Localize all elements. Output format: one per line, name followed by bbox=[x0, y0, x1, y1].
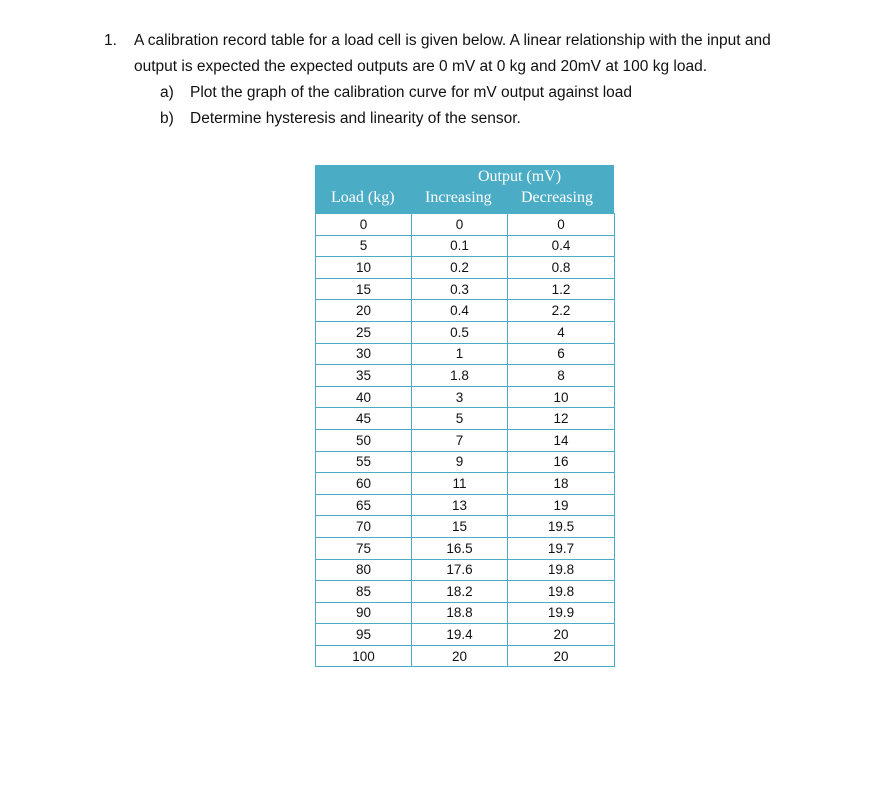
table-row bbox=[316, 581, 615, 603]
increasing-cell: 5 bbox=[412, 408, 508, 430]
decreasing-cell: 6 bbox=[508, 343, 615, 365]
decreasing-cell: 20 bbox=[508, 624, 615, 646]
increasing-cell: 3 bbox=[412, 386, 508, 408]
increasing-cell: 1.8 bbox=[412, 365, 508, 387]
decreasing-column-header: Decreasing bbox=[521, 189, 593, 206]
decreasing-cell: 4 bbox=[508, 321, 615, 343]
load-cell: 45 bbox=[316, 408, 412, 430]
decreasing-cell: 14 bbox=[508, 429, 615, 451]
table-row bbox=[316, 386, 615, 408]
decreasing-cell: 1.2 bbox=[508, 278, 615, 300]
increasing-cell: 15 bbox=[412, 516, 508, 538]
decreasing-cell: 12 bbox=[508, 408, 615, 430]
decreasing-cell: 19 bbox=[508, 494, 615, 516]
table-row bbox=[316, 235, 615, 257]
load-cell: 100 bbox=[316, 645, 412, 667]
increasing-cell: 16.5 bbox=[412, 537, 508, 559]
table-row bbox=[316, 429, 615, 451]
decreasing-cell: 20 bbox=[508, 645, 615, 667]
question-line-1: A calibration record table for a load cell is given below. A linear relationship with the input and bbox=[134, 32, 771, 49]
increasing-cell: 1 bbox=[412, 343, 508, 365]
decreasing-cell: 18 bbox=[508, 473, 615, 495]
decreasing-cell: 0 bbox=[508, 214, 615, 236]
load-cell: 90 bbox=[316, 602, 412, 624]
table-row bbox=[316, 257, 615, 279]
table-row bbox=[316, 537, 615, 559]
load-column-header: Load (kg) bbox=[331, 189, 395, 206]
table-row bbox=[316, 278, 615, 300]
load-cell: 25 bbox=[316, 321, 412, 343]
part-b-text: Determine hysteresis and linearity of the sensor. bbox=[190, 110, 521, 127]
calibration-table bbox=[315, 165, 614, 667]
part-a-label: a) bbox=[160, 84, 174, 101]
increasing-cell: 0.5 bbox=[412, 321, 508, 343]
load-cell: 95 bbox=[316, 624, 412, 646]
increasing-cell: 18.8 bbox=[412, 602, 508, 624]
decreasing-cell: 19.8 bbox=[508, 559, 615, 581]
table-header bbox=[315, 165, 614, 213]
decreasing-cell: 0.8 bbox=[508, 257, 615, 279]
load-cell: 10 bbox=[316, 257, 412, 279]
decreasing-cell: 19.9 bbox=[508, 602, 615, 624]
increasing-column-header: Increasing bbox=[425, 189, 492, 206]
decreasing-cell: 19.7 bbox=[508, 537, 615, 559]
table-row bbox=[316, 321, 615, 343]
increasing-cell: 11 bbox=[412, 473, 508, 495]
load-cell: 50 bbox=[316, 429, 412, 451]
table-row bbox=[316, 451, 615, 473]
question-block bbox=[104, 28, 844, 80]
part-b bbox=[160, 106, 521, 132]
increasing-cell: 0.2 bbox=[412, 257, 508, 279]
table-row bbox=[316, 343, 615, 365]
load-cell: 75 bbox=[316, 537, 412, 559]
table-row bbox=[316, 602, 615, 624]
table-row bbox=[316, 516, 615, 538]
load-cell: 0 bbox=[316, 214, 412, 236]
increasing-cell: 20 bbox=[412, 645, 508, 667]
load-cell: 40 bbox=[316, 386, 412, 408]
table-body bbox=[315, 213, 615, 667]
increasing-cell: 0.1 bbox=[412, 235, 508, 257]
part-b-label: b) bbox=[160, 110, 174, 127]
table-row bbox=[316, 494, 615, 516]
decreasing-cell: 10 bbox=[508, 386, 615, 408]
table-row bbox=[316, 408, 615, 430]
increasing-cell: 17.6 bbox=[412, 559, 508, 581]
load-cell: 20 bbox=[316, 300, 412, 322]
part-a bbox=[160, 80, 632, 106]
question-number: 1. bbox=[104, 32, 117, 49]
load-cell: 5 bbox=[316, 235, 412, 257]
decreasing-cell: 16 bbox=[508, 451, 615, 473]
increasing-cell: 13 bbox=[412, 494, 508, 516]
load-cell: 70 bbox=[316, 516, 412, 538]
table-row bbox=[316, 645, 615, 667]
increasing-cell: 18.2 bbox=[412, 581, 508, 603]
load-cell: 35 bbox=[316, 365, 412, 387]
table-row bbox=[316, 300, 615, 322]
decreasing-cell: 19.8 bbox=[508, 581, 615, 603]
decreasing-cell: 19.5 bbox=[508, 516, 615, 538]
table-row bbox=[316, 473, 615, 495]
increasing-cell: 0.3 bbox=[412, 278, 508, 300]
part-a-text: Plot the graph of the calibration curve for mV output against load bbox=[190, 84, 633, 101]
table-row bbox=[316, 365, 615, 387]
load-cell: 85 bbox=[316, 581, 412, 603]
load-cell: 60 bbox=[316, 473, 412, 495]
decreasing-cell: 8 bbox=[508, 365, 615, 387]
load-cell: 80 bbox=[316, 559, 412, 581]
table-row bbox=[316, 624, 615, 646]
question-line-2: output is expected the expected outputs are 0 mV at 0 kg and 20mV at 100 kg load. bbox=[134, 58, 708, 75]
load-cell: 30 bbox=[316, 343, 412, 365]
decreasing-cell: 0.4 bbox=[508, 235, 615, 257]
increasing-cell: 0 bbox=[412, 214, 508, 236]
increasing-cell: 9 bbox=[412, 451, 508, 473]
table-row bbox=[316, 559, 615, 581]
load-cell: 65 bbox=[316, 494, 412, 516]
increasing-cell: 0.4 bbox=[412, 300, 508, 322]
increasing-cell: 19.4 bbox=[412, 624, 508, 646]
increasing-cell: 7 bbox=[412, 429, 508, 451]
load-cell: 55 bbox=[316, 451, 412, 473]
load-cell: 15 bbox=[316, 278, 412, 300]
table-row bbox=[316, 214, 615, 236]
output-group-header: Output (mV) bbox=[477, 168, 562, 185]
decreasing-cell: 2.2 bbox=[508, 300, 615, 322]
